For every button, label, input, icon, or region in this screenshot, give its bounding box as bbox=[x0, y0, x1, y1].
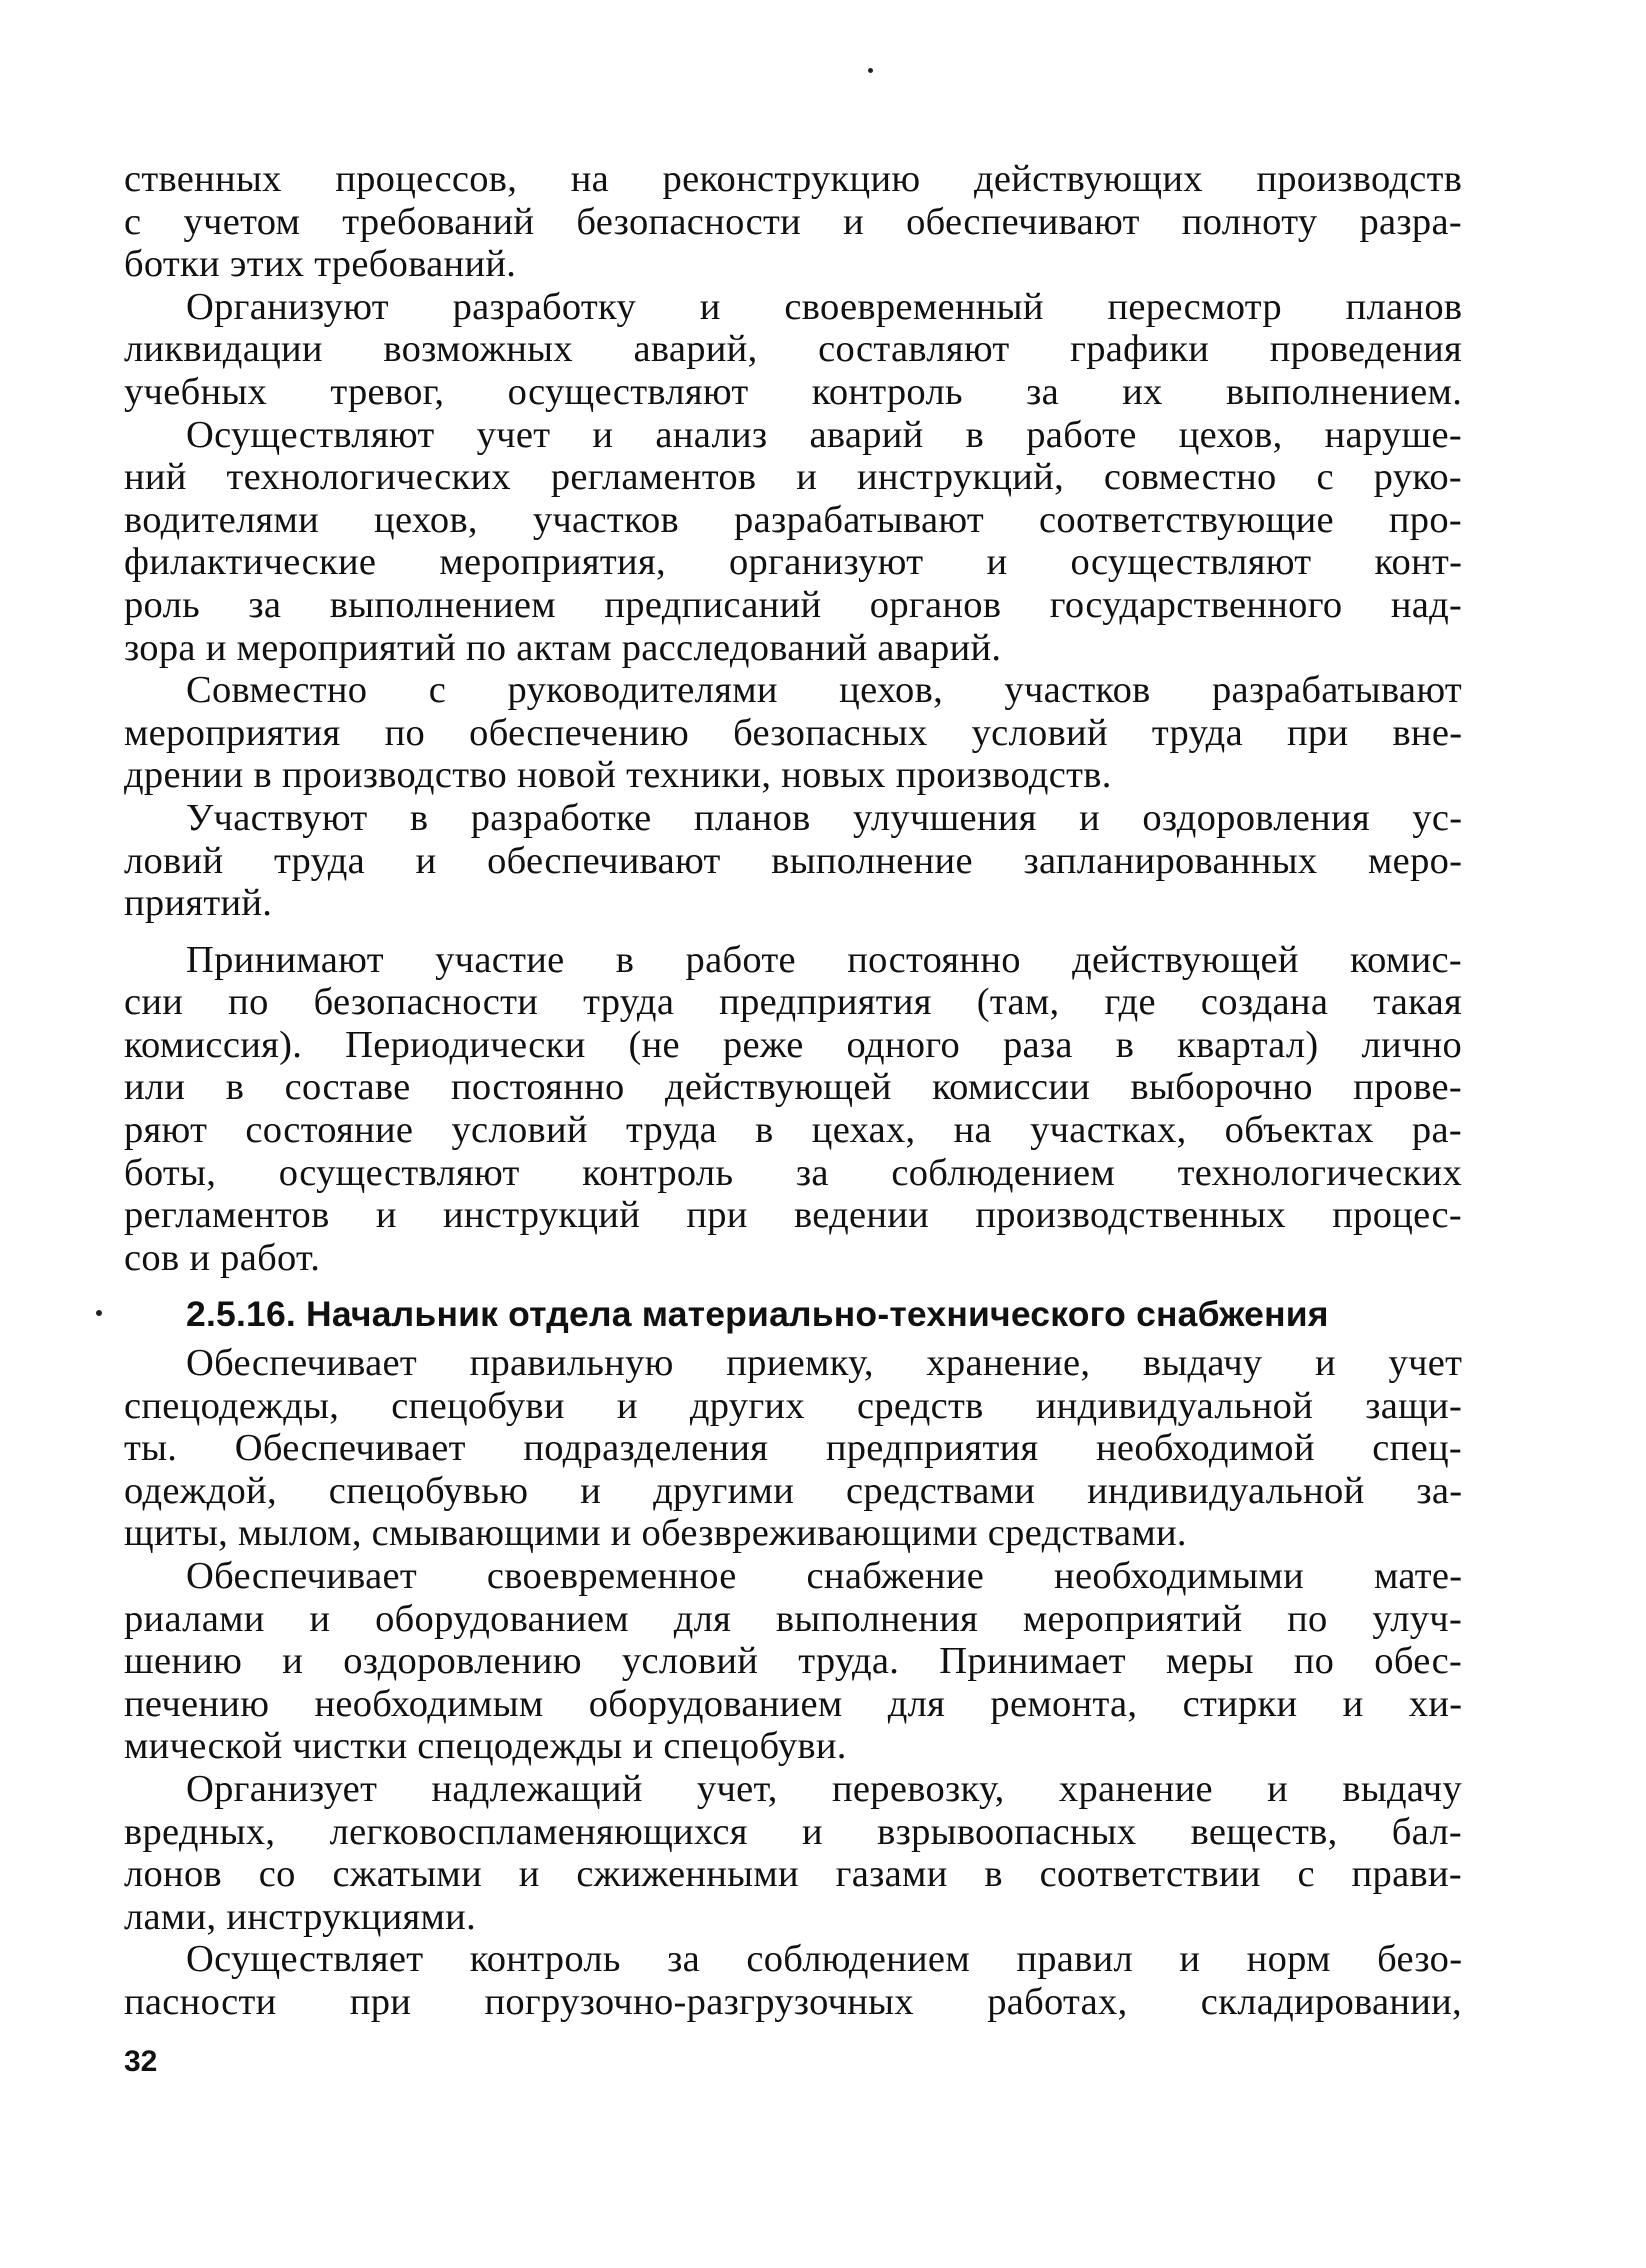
text-line: Совместно с руководителями цехов, участков разрабатывают bbox=[186, 669, 1462, 712]
text-line: ловий труда и обеспечивают выполнение запланированных меро- bbox=[124, 839, 1463, 882]
text-line: водителями цехов, участков разрабатывают соответствующие про- bbox=[124, 498, 1462, 541]
text-line: мероприятия по обеспечению безопасных условий труда при вне- bbox=[124, 711, 1463, 754]
text-line: сов и работ. bbox=[124, 1236, 321, 1279]
text-line: Участвуют в разработке планов улучшения и оздоровления ус- bbox=[186, 796, 1463, 839]
text-line: спецодежды, спецобуви и других средств индивидуальной защи- bbox=[124, 1384, 1463, 1427]
text-line: учебных тревог, осуществляют контроль за их выполнением. bbox=[124, 370, 1463, 413]
paragraph bbox=[124, 669, 1462, 797]
text-line: Организуют разработку и своевременный пересмотр планов bbox=[186, 285, 1463, 328]
paragraph bbox=[124, 797, 1462, 925]
text-line: щиты, мылом, смывающими и обезвреживающими средствами. bbox=[124, 1512, 1187, 1555]
paragraph bbox=[124, 414, 1462, 670]
paragraph bbox=[124, 286, 1462, 414]
print-speck bbox=[96, 1310, 102, 1316]
text-line: вредных, легковоспламеняющихся и взрывоопасных веществ, бал- bbox=[124, 1810, 1462, 1853]
text-line: филактические мероприятия, организуют и осуществляют конт- bbox=[124, 541, 1463, 584]
paragraph bbox=[124, 1768, 1462, 1938]
text-line: Организует надлежащий учет, перевозку, хранение и выдачу bbox=[186, 1767, 1462, 1810]
text-line: роль за выполнением предписаний органов государственного над- bbox=[124, 583, 1463, 626]
text-line: сии по безопасности труда предприятия (там, где создана такая bbox=[124, 981, 1462, 1024]
paragraph bbox=[124, 1938, 1462, 2023]
text-line: дрении в производство новой техники, новых производств. bbox=[124, 754, 1112, 797]
text-line: ты. Обеспечивает подразделения предприятия необходимой спец- bbox=[124, 1427, 1462, 1470]
text-line: регламентов и инструкций при ведении производственных процес- bbox=[124, 1194, 1463, 1237]
paragraph bbox=[124, 158, 1462, 286]
text-line: мической чистки спецодежды и спецобуви. bbox=[124, 1725, 847, 1768]
text-line: Обеспечивает своевременное снабжение необходимыми мате- bbox=[186, 1555, 1463, 1597]
text-line: одеждой, спецобувью и другими средствами индивидуальной за- bbox=[124, 1469, 1463, 1512]
paragraph bbox=[124, 1342, 1462, 1555]
text-line: Осуществляют учет и анализ аварий в работе цехов, наруше- bbox=[186, 413, 1462, 456]
text-line: ряют состояние условий труда в цехах, на участках, объектах ра- bbox=[124, 1109, 1462, 1152]
text-line: приятий. bbox=[124, 882, 273, 925]
text-line: боты, осуществляют контроль за соблюдением технологических bbox=[124, 1151, 1462, 1194]
paragraph bbox=[124, 939, 1462, 1280]
page-number: 32 bbox=[124, 2045, 158, 2078]
text-line: Осуществляет контроль за соблюдением правил и норм безо- bbox=[186, 1938, 1463, 1981]
text-line: риалами и оборудованием для выполнения мероприятий по улуч- bbox=[124, 1597, 1463, 1640]
text-line: печению необходимым оборудованием для ремонта, стирки и хи- bbox=[124, 1682, 1463, 1725]
text-line: Принимают участие в работе постоянно действующей комис- bbox=[186, 938, 1462, 981]
text-line: пасности при погрузочно-разгрузочных работах, складировании, bbox=[124, 1980, 1462, 2023]
text-line: с учетом требований безопасности и обеспечивают полноту разра- bbox=[124, 200, 1462, 243]
text-line: Обеспечивает правильную приемку, хранение, выдачу и учет bbox=[186, 1342, 1463, 1385]
text-line: комиссия). Периодически (не реже одного раза в квартал) лично bbox=[124, 1023, 1462, 1066]
text-line: шению и оздоровлению условий труда. Принимает меры по обес- bbox=[124, 1640, 1463, 1683]
text-line: ботки этих требований. bbox=[124, 243, 517, 286]
text-column bbox=[124, 158, 1462, 2024]
text-line: зора и мероприятий по актам расследований аварий. bbox=[124, 626, 1002, 669]
print-speck bbox=[868, 68, 873, 73]
section-heading: 2.5.16. Начальник отдела материально-технического снабжения bbox=[186, 1294, 1329, 1335]
text-line: ний технологических регламентов и инструкций, совместно с руко- bbox=[124, 456, 1462, 499]
text-line: лами, инструкциями. bbox=[124, 1895, 477, 1938]
text-line: или в составе постоянно действующей комиссии выборочно прове- bbox=[124, 1066, 1462, 1109]
text-line: ственных процессов, на реконструкцию действующих производств bbox=[124, 158, 1463, 200]
text-line: лонов со сжатыми и сжиженными газами в соответствии с прави- bbox=[124, 1853, 1462, 1896]
paragraph bbox=[124, 1555, 1462, 1768]
text-line: ликвидации возможных аварий, составляют графики проведения bbox=[124, 328, 1462, 371]
